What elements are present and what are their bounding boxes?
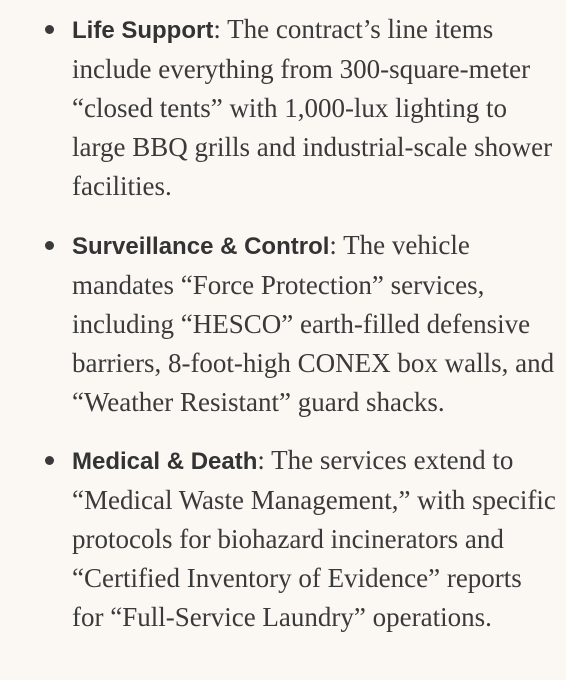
item-text: The services extend to “Medical Waste Management,” with specific protocols for biohazard incinerators and “Certified Inventory of Evidence” reports for “Full-Service Laundry” operations.	[72, 445, 556, 632]
item-text: The vehicle mandates “Force Protection” services, including “HESCO” earth-filled defensive barriers, 8-foot-high CONEX box walls, and “Weather Resistant” guard shacks.	[72, 230, 555, 417]
item-separator: :	[329, 230, 337, 260]
item-separator: :	[213, 14, 221, 44]
item-separator: :	[257, 445, 265, 475]
item-text: The contract’s line items include everything from 300-square-meter “closed tents” with 1,000-lux lighting to large BBQ grills and industrial-scale shower facilities.	[72, 14, 553, 201]
bullet-dot-icon	[45, 25, 54, 34]
item-term: Life Support	[72, 17, 214, 44]
item-term: Surveillance & Control	[72, 233, 330, 260]
list-item	[0, 226, 566, 422]
bullet-dot-icon	[45, 241, 54, 250]
list-item	[0, 0, 566, 206]
item-term: Medical & Death	[72, 448, 258, 475]
bullet-dot-icon	[45, 456, 54, 465]
list-item	[0, 441, 566, 637]
